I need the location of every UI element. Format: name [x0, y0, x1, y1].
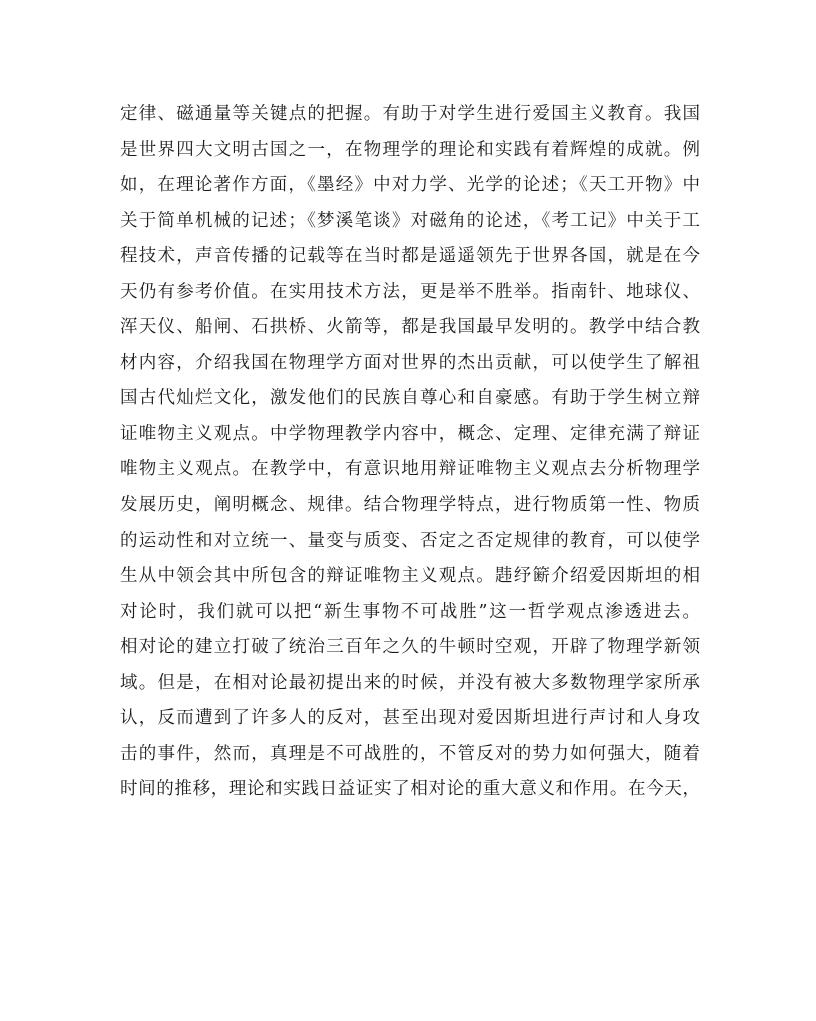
text-line-17: 域。但是，在相对论最初提出来的时候，并没有被大多数物理学家所承 — [120, 672, 700, 693]
text-line-18: 认，反而遭到了许多人的反对，甚至出现对爱因斯坦进行声讨和人身攻 — [120, 708, 700, 729]
text-line-1: 定律、磁通量等关键点的把握。有助于对学生进行爱国主义教育。我国 — [120, 104, 700, 124]
text-line-2: 是世界四大文明古国之一，在物理学的理论和实践有着辉煌的成就。例 — [120, 139, 700, 160]
body-paragraph — [120, 97, 700, 808]
text-line-19: 击的事件，然而，真理是不可战胜的，不管反对的势力如何强大，随着 — [120, 743, 700, 764]
text-line-13: 的运动性和对立统一、量变与质变、否定之否定规律的教育，可以使学 — [120, 530, 700, 551]
text-line-9: 国古代灿烂文化，激发他们的民族自尊心和自豪感。有助于学生树立辩 — [120, 388, 700, 409]
text-line-20: 时间的推移，理论和实践日益证实了相对论的重大意义和作用。在今天， — [120, 779, 700, 800]
text-line-4: 关于简单机械的记述；《梦溪笔谈》对磁角的论述，《考工记》中关于工 — [120, 210, 700, 231]
text-line-5: 程技术，声音传播的记载等在当时都是遥遥领先于世界各国，就是在今 — [120, 246, 700, 267]
text-line-12: 发展历史，阐明概念、规律。结合物理学特点，进行物质第一性、物质 — [120, 495, 700, 516]
text-line-14: 生从中领会其中所包含的辩证唯物主义观点。韪纾簖介绍爱因斯坦的相 — [120, 566, 700, 587]
text-line-3: 如，在理论著作方面，《墨经》中对力学、光学的论述；《天工开物》中 — [120, 175, 700, 196]
text-line-7: 浑天仪、船闸、石拱桥、火箭等，都是我国最早发明的。教学中结合教 — [120, 317, 700, 338]
text-line-8: 材内容，介绍我国在物理学方面对世界的杰出贡献，可以使学生了解祖 — [120, 352, 700, 373]
text-line-6: 天仍有参考价值。在实用技术方法，更是举不胜举。指南针、地球仪、 — [120, 281, 700, 302]
text-line-15: 对论时，我们就可以把“新生事物不可战胜”这一哲学观点渗透进去。 — [120, 601, 700, 622]
text-line-16: 相对论的建立打破了统治三百年之久的牛顿时空观，开辟了物理学新领 — [120, 637, 700, 658]
text-line-11: 唯物主义观点。在教学中，有意识地用辩证唯物主义观点去分析物理学 — [120, 459, 700, 480]
text-line-10: 证唯物主义观点。中学物理教学内容中，概念、定理、定律充满了辩证 — [120, 423, 700, 444]
